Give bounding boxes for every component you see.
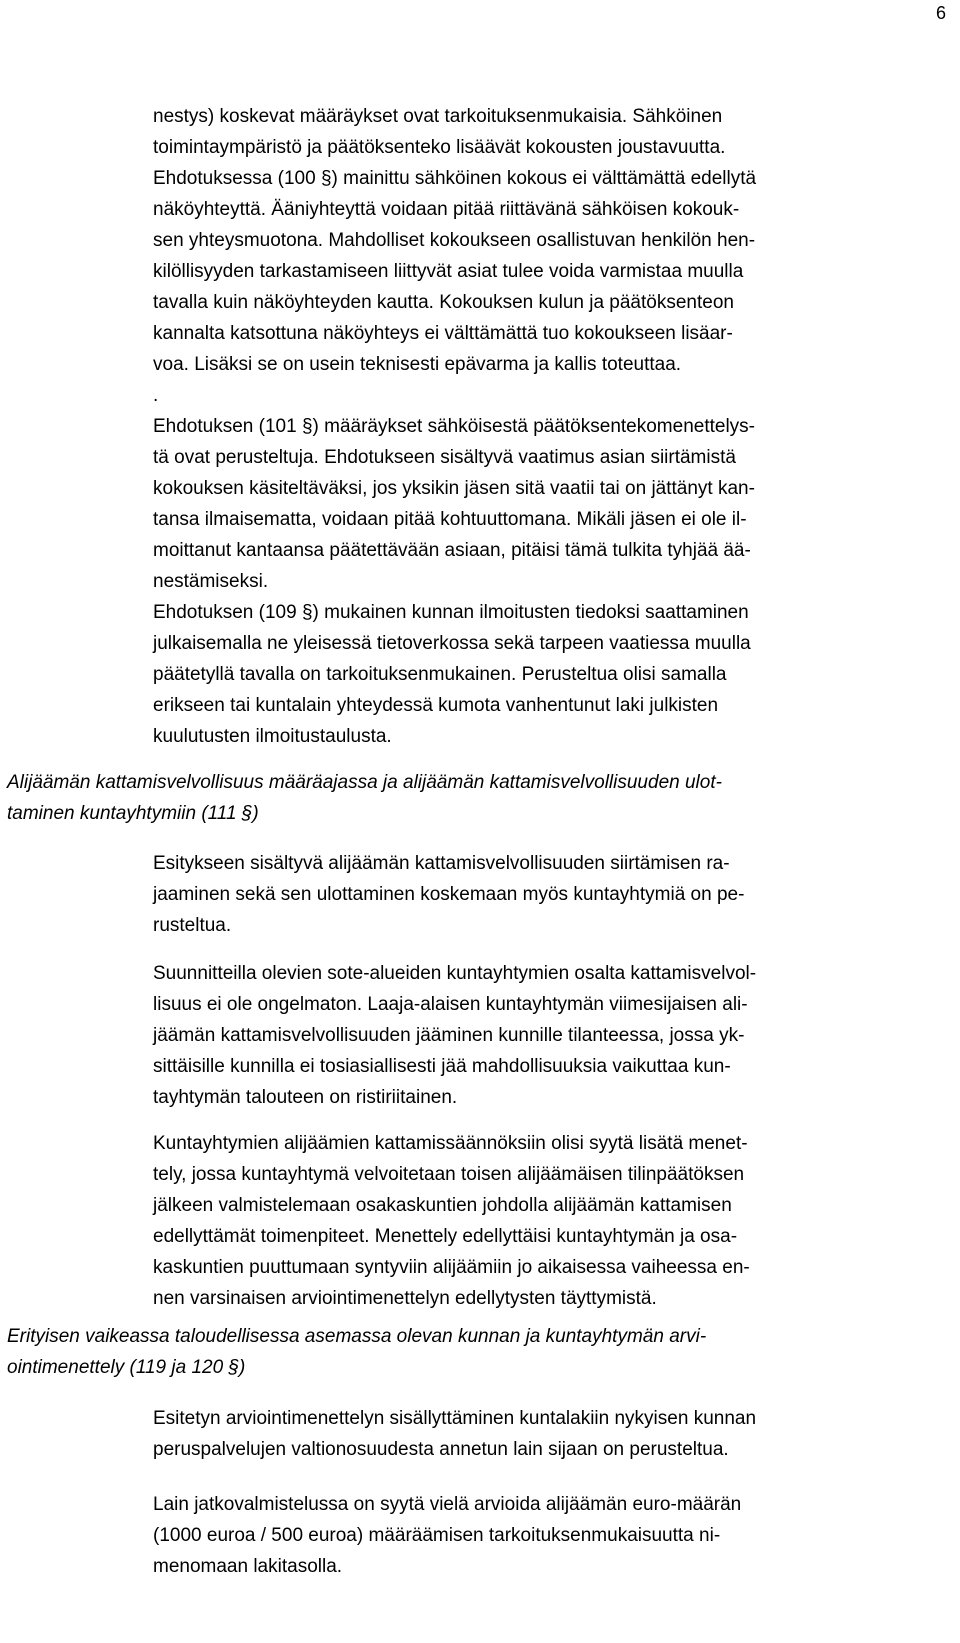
paragraph-euro-amount: Lain jatkovalmistelussa on syytä vielä arvioida alijäämän euro-määrän (1000 euroa / 500 euroa) määräämisen tarkoituksenmukaisuutta ni- menomaan lakitasolla.	[153, 1494, 742, 1577]
paragraph-municipal-notices: Ehdotuksen (109 §) mukainen kunnan ilmoitusten tiedoksi saattaminen julkaisemalla ne yleisessä tietoverkossa sekä tarpeen vaatiessa muulla päätetyllä tavalla on tarkoituksenmukainen. Perusteltua olisi samalla erikseen tai kuntalain yhteydessä kumota vanhentunut laki julkisten kuulutusten ilmoitustaulusta.	[153, 602, 751, 747]
paragraph-deficit-extension: Esitykseen sisältyvä alijäämän kattamisvelvollisuuden siirtämisen ra- jaaminen sekä sen ulottaminen koskemaan myös kuntayhtymiä on pe- rusteltua.	[153, 853, 745, 936]
paragraph-sote-regions: Suunnitteilla olevien sote-alueiden kuntayhtymien osalta kattamisvelvol- lisuus ei ole ongelmaton. Laaja-alaisen kuntayhtymän viimesijaisen ali- jäämän kattamisvelvollisuuden jääminen kunnille tilanteessa, jossa yk- sittäisille kunnilla ei tosiasiallisesti jää mahdollisuuksia vaikuttaa kun- tayhtymän talouteen on ristiriitainen.	[153, 963, 757, 1108]
paragraph-electronic-meeting: Ehdotuksessa (100 §) mainittu sähköinen kokous ei välttämättä edellytä näköyhteyttä. Ääniyhteyttä voidaan pitää riittävänä sähköisen kokouk- sen yhteysmuotona. Mahdolliset kokoukseen osallistuvan henkilön hen- kilöllisyyden tarkastamiseen liittyvät asiat tulee voida varmistaa muulla tavalla kuin näköyhteyden kautta. Kokouksen kulun ja päätöksenteon kannalta katsottuna näköyhteys ei välttämättä tuo kokoukseen lisäar- voa. Lisäksi se on usein teknisesti epävarma ja kallis toteuttaa. . Ehdotuksen (101 §) määräykset sähköisestä päätöksentekomenettelys- tä ovat perusteltuja. Ehdotukseen sisältyvä vaatimus asian siirtämistä kokouksen käsiteltäväksi, jos yksikin jäsen sitä vaatii tai on jättänyt kan- tansa ilmaisematta, voidaan pitää kohtuuttomana. Mikäli jäsen ei ole il- moittanut kantaansa päätettävään asiaan, pitäisi tämä tulkita tyhjää ää- nestämiseksi.	[153, 168, 757, 592]
paragraph-assessment-law: Esitetyn arviointimenettelyn sisällyttäminen kuntalakiin nykyisen kunnan peruspalvelujen valtionosuudesta annetun lain sijaan on perusteltua.	[153, 1408, 757, 1460]
heading-assessment-procedure: Erityisen vaikeassa taloudellisessa asemassa olevan kunnan ja kuntayhtymän arvi- ointimenettely (119 ja 120 §)	[7, 1326, 707, 1378]
page-number: 6	[935, 3, 946, 23]
paragraph-deficit-procedure: Kuntayhtymien alijäämien kattamissäännöksiin olisi syytä lisätä menet- tely, jossa kuntayhtymä velvoitetaan toisen alijäämäisen tilinpäätöksen jälkeen valmistelemaan osakaskuntien johdolla alijäämän kattamisen edellyttämät toimenpiteet. Menettely edellyttäisi kuntayhtymän ja osa- kaskuntien puuttumaan syntyviin alijäämiin jo aikaisessa vaiheessa en- nen varsinaisen arviointimenettelyn edellytysten täyttymistä.	[153, 1133, 750, 1309]
paragraph-electronic-environment: nestys) koskevat määräykset ovat tarkoituksenmukaisia. Sähköinen toimintaympäristö ja päätöksenteko lisäävät kokousten joustavuutta.	[153, 106, 726, 158]
heading-deficit-coverage: Alijäämän kattamisvelvollisuus määräajassa ja alijäämän kattamisvelvollisuuden ulot- taminen kuntayhtymiin (111 §)	[7, 772, 722, 824]
